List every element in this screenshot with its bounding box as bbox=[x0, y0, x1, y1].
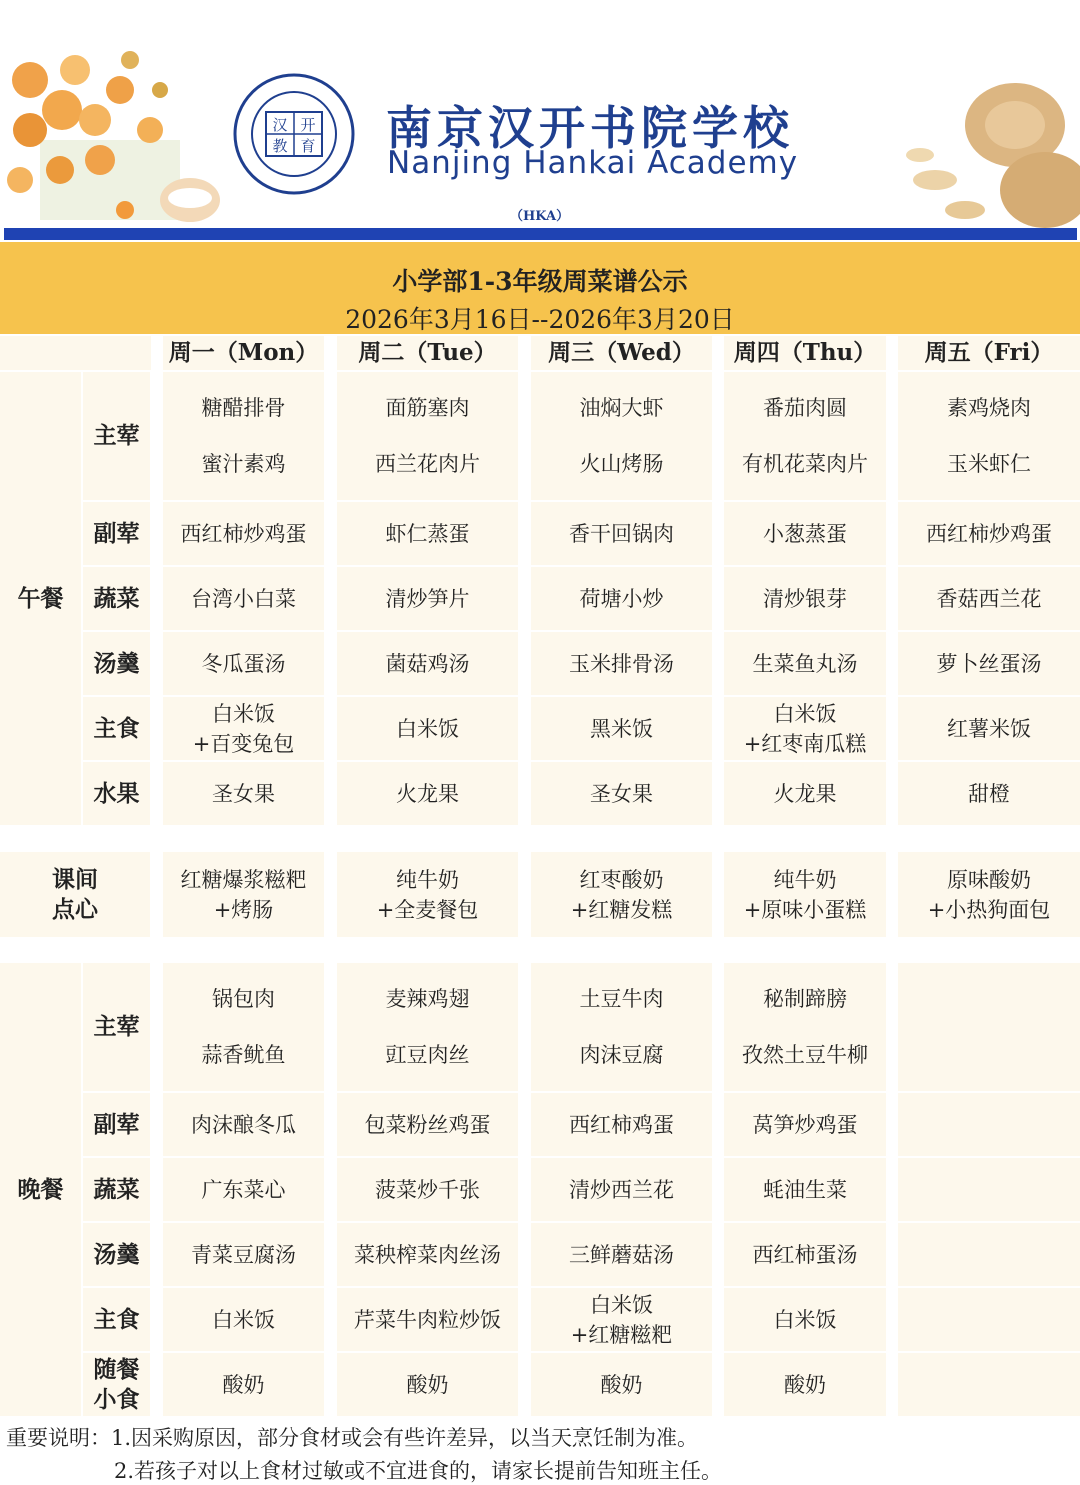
dinner-dish-cell bbox=[898, 1288, 1080, 1351]
lunch-dish-cell bbox=[531, 697, 712, 760]
lunch-dish-cell bbox=[337, 762, 518, 825]
lunch-dish-cell bbox=[337, 632, 518, 695]
lunch-dish-cell-text: 火龙果 bbox=[396, 781, 459, 806]
dinner-dish-cell bbox=[531, 1223, 712, 1286]
lunch-label bbox=[0, 372, 81, 825]
dinner-dish-cell-text: 三鲜蘑菇汤 bbox=[569, 1242, 674, 1267]
lunch-dish-cell-text: 素鸡烧肉 bbox=[947, 396, 1031, 420]
dinner-dish-cell-text: 广东菜心 bbox=[201, 1177, 286, 1202]
lunch-dish-cell-text: 台湾小白菜 bbox=[191, 586, 296, 611]
dinner-row-label bbox=[83, 1093, 150, 1156]
snack-dish-cell-text: +原味小蛋糕 bbox=[743, 897, 867, 922]
dinner-dish-cell bbox=[724, 1223, 886, 1286]
dinner-dish-cell-text: 豇豆肉丝 bbox=[385, 1043, 470, 1067]
dinner-dish-cell-text: 酸奶 bbox=[406, 1372, 449, 1397]
day-header bbox=[724, 336, 886, 370]
day-header bbox=[898, 336, 1080, 370]
header-banner bbox=[0, 0, 1080, 240]
lunch-dish-cell-text: 荷塘小炒 bbox=[579, 586, 664, 611]
snack-dish-cell-text: +红糖发糕 bbox=[570, 897, 673, 922]
dinner-dish-cell bbox=[531, 1353, 712, 1416]
lunch-dish-cell bbox=[163, 502, 324, 565]
snack-dish-cell-text: 原味酸奶 bbox=[947, 867, 1031, 892]
lunch-dish-cell bbox=[898, 762, 1080, 825]
dinner-dish-cell bbox=[337, 1223, 518, 1286]
lunch-row-label-text: 主荤 bbox=[93, 422, 140, 449]
lunch-dish-cell-text: 火龙果 bbox=[773, 781, 837, 806]
lunch-dish-cell-text: 黑米饭 bbox=[590, 716, 653, 741]
snack-dish-cell bbox=[898, 852, 1080, 937]
dinner-label-text: 晚餐 bbox=[17, 1175, 64, 1203]
dinner-dish-cell bbox=[163, 1158, 324, 1221]
lunch-dish-cell bbox=[531, 567, 712, 630]
dinner-dish-cell bbox=[163, 1223, 324, 1286]
school-name-en: Nanjing Hankai Academy bbox=[387, 145, 799, 181]
dinner-dish-cell-text: 酸奶 bbox=[222, 1372, 265, 1397]
lunch-dish-cell-text: 红薯米饭 bbox=[947, 716, 1031, 741]
lunch-dish-cell-text: 萝卜丝蛋汤 bbox=[936, 651, 1042, 676]
dinner-row-label bbox=[83, 1353, 150, 1416]
lunch-dish-cell bbox=[724, 372, 886, 500]
lunch-row-label-text: 副荤 bbox=[93, 519, 140, 547]
lunch-dish-cell-text: 香菇西兰花 bbox=[936, 586, 1042, 611]
dinner-dish-cell-text: 蚝油生菜 bbox=[763, 1177, 847, 1202]
lunch-dish-cell-text: 冬瓜蛋汤 bbox=[201, 651, 286, 676]
dinner-dish-cell-text: 白米饭 bbox=[590, 1292, 653, 1317]
lunch-dish-cell-text: 白米饭 bbox=[773, 701, 837, 726]
dinner-row-label-text: 副荤 bbox=[93, 1110, 140, 1138]
dinner-row-label-text: 蔬菜 bbox=[93, 1175, 140, 1203]
lunch-dish-cell bbox=[337, 567, 518, 630]
dinner-dish-cell-text: 芹菜牛肉粒炒饭 bbox=[354, 1307, 501, 1332]
lunch-dish-cell-text: 番茄肉圆 bbox=[763, 396, 847, 420]
dinner-row-label-text: 主荤 bbox=[93, 1013, 140, 1040]
lunch-row-label-text: 汤羹 bbox=[93, 649, 140, 677]
dinner-dish-cell bbox=[531, 963, 712, 1091]
dinner-dish-cell bbox=[898, 963, 1080, 1091]
dinner-dish-cell-text: +红糖糍粑 bbox=[570, 1322, 673, 1347]
lunch-dish-cell bbox=[337, 697, 518, 760]
dinner-dish-cell bbox=[337, 1288, 518, 1351]
dinner-dish-cell bbox=[724, 963, 886, 1091]
dinner-dish-cell bbox=[163, 1353, 324, 1416]
lunch-dish-cell-text: 圣女果 bbox=[212, 781, 275, 806]
snack-dish-cell-text: +烤肠 bbox=[213, 897, 274, 922]
dinner-dish-cell-text: 土豆牛肉 bbox=[579, 987, 664, 1011]
lunch-dish-cell-text: 有机花菜肉片 bbox=[742, 452, 868, 476]
day-header-text: 周一（Mon） bbox=[168, 339, 319, 366]
seal-char-2: 开 bbox=[300, 116, 316, 134]
lunch-dish-cell bbox=[898, 372, 1080, 500]
lunch-row-label-text: 水果 bbox=[93, 779, 140, 807]
dinner-dish-cell bbox=[898, 1158, 1080, 1221]
day-header bbox=[531, 336, 712, 370]
lunch-row-label bbox=[83, 632, 150, 695]
dinner-dish-cell-text: 锅包肉 bbox=[212, 987, 275, 1011]
lunch-dish-cell-text: 西红柿炒鸡蛋 bbox=[926, 521, 1052, 546]
seal-char-1: 汉 bbox=[272, 116, 288, 134]
lunch-dish-cell bbox=[163, 632, 324, 695]
lunch-dish-cell bbox=[163, 372, 324, 500]
dinner-dish-cell-text: 西红柿蛋汤 bbox=[752, 1242, 858, 1267]
snack-dish-cell bbox=[337, 852, 518, 937]
lunch-dish-cell bbox=[531, 372, 712, 500]
lunch-dish-cell bbox=[531, 502, 712, 565]
lunch-dish-cell bbox=[724, 762, 886, 825]
lunch-dish-cell bbox=[724, 632, 886, 695]
lunch-dish-cell-text: 糖醋排骨 bbox=[201, 396, 286, 420]
dinner-row-label bbox=[83, 1158, 150, 1221]
day-header-text: 周五（Fri） bbox=[924, 339, 1054, 366]
dinner-dish-cell bbox=[724, 1353, 886, 1416]
dinner-dish-cell bbox=[898, 1223, 1080, 1286]
seal-char-4: 育 bbox=[300, 137, 316, 155]
dinner-dish-cell-text: 白米饭 bbox=[212, 1307, 275, 1332]
school-seal-logo bbox=[232, 72, 356, 196]
snack-label-text: 点心 bbox=[52, 895, 98, 923]
dinner-row-label-text: 小食 bbox=[93, 1385, 140, 1413]
dinner-dish-cell-text: 肉沫豆腐 bbox=[579, 1043, 664, 1067]
lunch-dish-cell-text: 玉米排骨汤 bbox=[569, 651, 674, 676]
lunch-dish-cell bbox=[724, 697, 886, 760]
lunch-row-label bbox=[83, 372, 150, 500]
dinner-dish-cell-text: 孜然土豆牛柳 bbox=[742, 1043, 868, 1067]
dinner-dish-cell-text: 酸奶 bbox=[784, 1372, 826, 1397]
lunch-dish-cell-text: 小葱蒸蛋 bbox=[763, 521, 847, 546]
lunch-row-label bbox=[83, 762, 150, 825]
lunch-dish-cell bbox=[163, 567, 324, 630]
menu-date-range: 2026年3月16日--2026年3月20日 bbox=[345, 305, 735, 334]
dinner-row-label-text: 主食 bbox=[93, 1305, 140, 1333]
day-header-text: 周二（Tue） bbox=[358, 339, 497, 366]
lunch-label-text: 午餐 bbox=[17, 584, 64, 612]
dinner-dish-cell-text: 菠菜炒千张 bbox=[375, 1177, 480, 1202]
snack-dish-cell bbox=[163, 852, 324, 937]
lunch-dish-cell-text: 菌菇鸡汤 bbox=[385, 651, 470, 676]
lunch-dish-cell-text: +红枣南瓜糕 bbox=[743, 731, 867, 756]
dinner-dish-cell bbox=[898, 1093, 1080, 1156]
school-abbr: （HKA） bbox=[510, 209, 570, 224]
lunch-dish-cell-text: 虾仁蒸蛋 bbox=[385, 521, 470, 546]
dinner-dish-cell bbox=[163, 1093, 324, 1156]
lunch-dish-cell-text: 面筋塞肉 bbox=[385, 396, 470, 420]
dinner-dish-cell bbox=[898, 1353, 1080, 1416]
dinner-dish-cell-text: 西红柿鸡蛋 bbox=[569, 1112, 674, 1137]
lunch-dish-cell-text: 甜橙 bbox=[968, 781, 1010, 806]
seal-char-3: 教 bbox=[272, 137, 288, 155]
day-header bbox=[163, 336, 324, 370]
dinner-dish-cell bbox=[724, 1093, 886, 1156]
day-header-text: 周四（Thu） bbox=[733, 339, 877, 366]
snack-dish-cell-text: 红糖爆浆糍粑 bbox=[180, 867, 307, 892]
snack-label bbox=[0, 852, 150, 937]
corner-cell bbox=[0, 336, 151, 370]
lunch-dish-cell bbox=[531, 632, 712, 695]
lunch-dish-cell-text: 清炒银芽 bbox=[763, 586, 847, 611]
lunch-dish-cell-text: 玉米虾仁 bbox=[947, 452, 1031, 476]
lunch-dish-cell-text: +百变兔包 bbox=[192, 731, 295, 756]
dinner-dish-cell-text: 肉沫酿冬瓜 bbox=[191, 1112, 296, 1137]
lunch-dish-cell-text: 清炒笋片 bbox=[385, 586, 470, 611]
dinner-dish-cell-text: 麦辣鸡翅 bbox=[385, 987, 470, 1011]
lunch-dish-cell-text: 生菜鱼丸汤 bbox=[752, 651, 858, 676]
snack-dish-cell-text: 纯牛奶 bbox=[773, 867, 837, 892]
lunch-dish-cell bbox=[898, 697, 1080, 760]
lunch-dish-cell bbox=[337, 502, 518, 565]
day-header bbox=[337, 336, 518, 370]
lunch-dish-cell-text: 蜜汁素鸡 bbox=[201, 452, 286, 476]
dinner-row-label bbox=[83, 1223, 150, 1286]
lunch-dish-cell bbox=[163, 697, 324, 760]
dinner-dish-cell-text: 蒜香鱿鱼 bbox=[201, 1043, 286, 1067]
lunch-dish-cell bbox=[724, 567, 886, 630]
lunch-dish-cell-text: 圣女果 bbox=[590, 781, 653, 806]
dinner-dish-cell bbox=[531, 1288, 712, 1351]
snack-dish-cell-text: +全麦餐包 bbox=[376, 897, 479, 922]
dinner-dish-cell-text: 秘制蹄膀 bbox=[763, 987, 847, 1011]
lunch-dish-cell bbox=[163, 762, 324, 825]
lunch-dish-cell-text: 火山烤肠 bbox=[579, 452, 664, 476]
dinner-row-label bbox=[83, 963, 150, 1091]
note-line-2: 2.若孩子对以上食材过敏或不宜进食的，请家长提前告知班主任。 bbox=[114, 1459, 723, 1483]
dinner-dish-cell-text: 莴笋炒鸡蛋 bbox=[752, 1112, 858, 1137]
dinner-dish-cell bbox=[531, 1093, 712, 1156]
walnut-illustration bbox=[885, 70, 1080, 230]
dinner-dish-cell-text: 青菜豆腐汤 bbox=[191, 1242, 296, 1267]
snack-dish-cell-text: 红枣酸奶 bbox=[579, 867, 664, 892]
lunch-dish-cell-text: 白米饭 bbox=[396, 716, 459, 741]
snack-label-text: 课间 bbox=[52, 865, 98, 893]
lunch-dish-cell bbox=[898, 632, 1080, 695]
snack-dish-cell bbox=[724, 852, 886, 937]
school-name-cn: 南京汉开书院学校 bbox=[386, 101, 794, 155]
lunch-dish-cell-text: 西兰花肉片 bbox=[375, 452, 480, 476]
dinner-dish-cell bbox=[724, 1158, 886, 1221]
snack-dish-cell bbox=[531, 852, 712, 937]
snack-dish-cell-text: 纯牛奶 bbox=[396, 867, 459, 892]
dinner-label bbox=[0, 963, 81, 1416]
dinner-row-label bbox=[83, 1288, 150, 1351]
dinner-dish-cell bbox=[337, 1093, 518, 1156]
dinner-dish-cell-text: 酸奶 bbox=[600, 1372, 643, 1397]
note-line-1: 重要说明：1.因采购原因，部分食材或会有些许差异，以当天烹饪制为准。 bbox=[6, 1426, 699, 1450]
dinner-dish-cell-text: 菜秧榨菜肉丝汤 bbox=[354, 1242, 501, 1267]
lunch-dish-cell bbox=[531, 762, 712, 825]
dinner-dish-cell bbox=[724, 1288, 886, 1351]
dinner-dish-cell-text: 清炒西兰花 bbox=[569, 1177, 674, 1202]
dinner-dish-cell bbox=[337, 1158, 518, 1221]
dinner-dish-cell-text: 白米饭 bbox=[773, 1307, 837, 1332]
lunch-dish-cell-text: 香干回锅肉 bbox=[569, 521, 674, 546]
lunch-row-label-text: 主食 bbox=[93, 714, 140, 742]
lunch-row-label bbox=[83, 502, 150, 565]
day-header-text: 周三（Wed） bbox=[548, 339, 695, 366]
dinner-dish-cell bbox=[337, 1353, 518, 1416]
dinner-dish-cell bbox=[163, 1288, 324, 1351]
snack-dish-cell-text: +小热狗面包 bbox=[927, 897, 1051, 922]
lunch-dish-cell bbox=[898, 502, 1080, 565]
dinner-dish-cell-text: 包菜粉丝鸡蛋 bbox=[364, 1112, 491, 1137]
fruit-illustration bbox=[0, 20, 230, 230]
lunch-dish-cell-text: 西红柿炒鸡蛋 bbox=[180, 521, 307, 546]
lunch-row-label bbox=[83, 567, 150, 630]
dinner-dish-cell bbox=[337, 963, 518, 1091]
dinner-dish-cell bbox=[531, 1158, 712, 1221]
lunch-row-label-text: 蔬菜 bbox=[93, 584, 140, 612]
dinner-row-label-text: 随餐 bbox=[93, 1355, 140, 1383]
menu-title: 小学部1-3年级周菜谱公示 bbox=[392, 267, 688, 296]
lunch-dish-cell-text: 白米饭 bbox=[212, 701, 275, 726]
dinner-dish-cell bbox=[163, 963, 324, 1091]
dinner-row-label-text: 汤羹 bbox=[93, 1240, 140, 1268]
header-divider bbox=[4, 228, 1077, 240]
title-banner bbox=[0, 242, 1080, 334]
lunch-dish-cell bbox=[337, 372, 518, 500]
lunch-dish-cell bbox=[898, 567, 1080, 630]
lunch-dish-cell bbox=[724, 502, 886, 565]
lunch-row-label bbox=[83, 697, 150, 760]
lunch-dish-cell-text: 油焖大虾 bbox=[579, 396, 664, 420]
